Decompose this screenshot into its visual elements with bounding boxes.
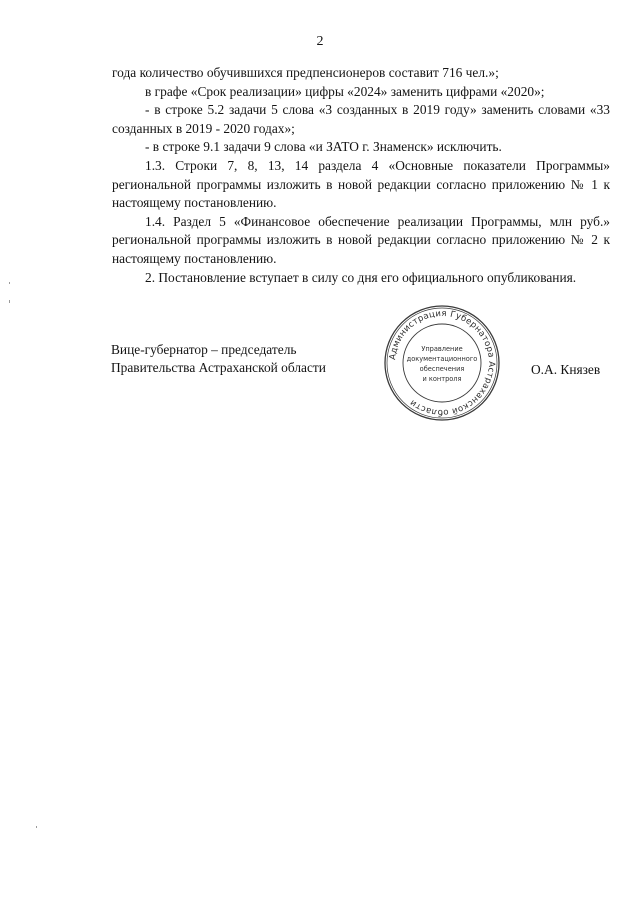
seal-ring-text: Администрация Губернатора Астраханской области: [388, 308, 497, 418]
seal-graphic: [383, 304, 501, 422]
seal-center-text: и контроля: [422, 375, 462, 383]
signer-title-line: Вице-губернатор – председатель: [111, 342, 297, 357]
paragraph: года количество обучившихся предпенсионеров составит 716 чел.»;: [112, 65, 499, 80]
paragraph: - в строке 5.2 задачи 5 слова «3 созданных в 2019 году» заменить словами «33 созданных в 2019 - 2020 годах»;: [112, 102, 610, 136]
signer-name: О.А. Князев: [531, 362, 601, 377]
margin-mark: [36, 826, 37, 828]
signer-title: [111, 341, 381, 377]
margin-mark: [9, 282, 10, 284]
official-seal: [383, 304, 501, 422]
paragraph: 1.4. Раздел 5 «Финансовое обеспечение реализации Программы, млн руб.» региональной программы изложить в новой редакции согласно приложению № 2 к настоящему постановлению.: [112, 213, 610, 266]
seal-center-text: Управление: [421, 345, 463, 353]
paragraph: - в строке 9.1 задачи 9 слова «и ЗАТО г. Знаменск» исключить.: [145, 139, 502, 155]
seal-center-text: обеспечения: [419, 365, 465, 373]
paragraph: 1.3. Строки 7, 8, 13, 14 раздела 4 «Основные показатели Программы» региональной программы изложить в новой редакции согласно приложению № 1 к настоящему постановлению.: [112, 157, 610, 211]
margin-mark: [9, 300, 10, 303]
document-body: [112, 64, 610, 287]
seal-center-text: документационного: [406, 355, 478, 363]
paragraph: в графе «Срок реализации» цифры «2024» заменить цифрами «2020»;: [145, 83, 545, 99]
page-number: 2: [316, 34, 324, 49]
signer-title-line: Правительства Астраханской области: [111, 360, 326, 375]
paragraph: 2. Постановление вступает в силу со дня его официального опубликования.: [145, 269, 577, 285]
